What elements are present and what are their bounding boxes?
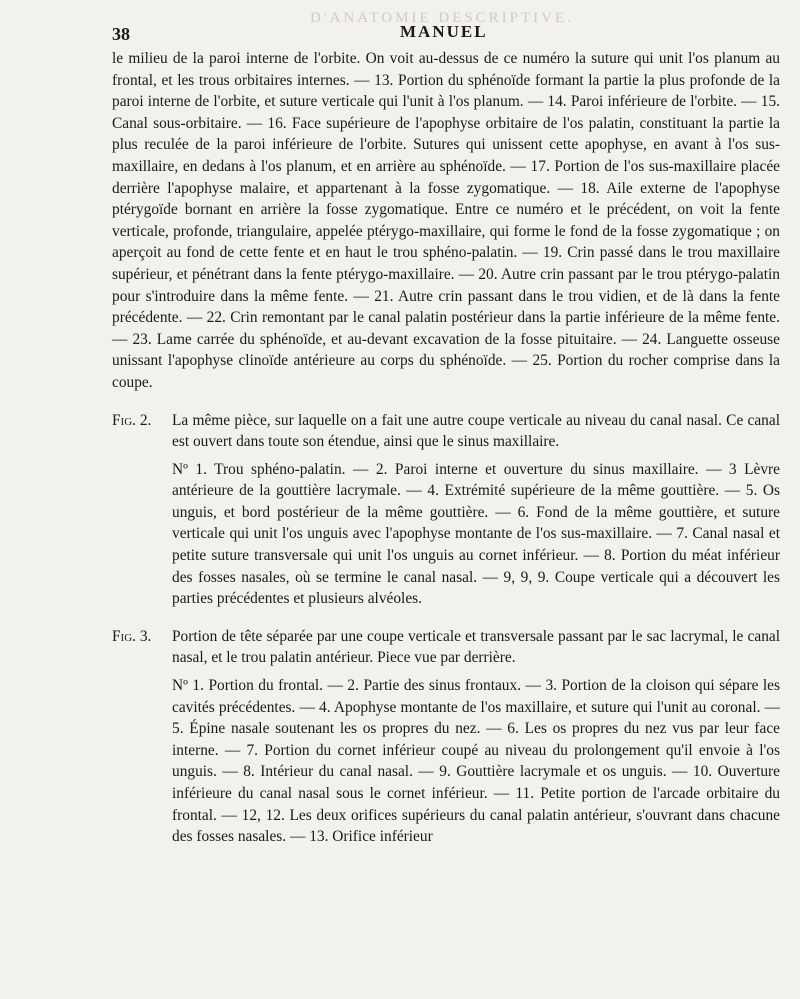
bleed-through-text: D'ANATOMIE DESCRIPTIVE. (310, 10, 574, 26)
figure-caption: Portion de tête séparée par une coupe verticale et transversale passant par le sac lacrymal, le canal nasal, et le trou palatin antérieur. Piece vue par derrière. (172, 627, 780, 667)
running-title: MANUEL (400, 22, 488, 41)
page-number: 38 (112, 24, 130, 44)
page-body (112, 48, 780, 848)
continued-legend-paragraph: le milieu de la paroi interne de l'orbite. On voit au-dessus de ce numéro la suture qui unit l'os planum au frontal, et les trous orbitaires internes. — 13. Portion du sphénoïde formant la partie la plus profonde de la paroi interne de l'orbite, et suture verticale qui l'unit à l'os planum. — 14. Paroi inférieure de l'orbite. — 15. Canal sous-orbitaire. — 16. Face supérieure de l'apophyse orbitaire de l'os palatin, constituant la partie la plus reculée de la paroi inférieure de l'orbite. Sutures qui unissent cette apophyse, en avant à l'os sus-maxillaire, en dedans à l'os planum, et en arrière au sphénoïde. — 17. Portion de l'os sus-maxillaire placée derrière l'apophyse malaire, et appartenant à la fosse zygomatique. — 18. Aile externe de l'apophyse ptérygoïde bornant en arrière la fosse zygomatique. Entre ce numéro et le précédent, on voit la fente verticale, profonde, triangulaire, appelée ptérygo-maxillaire, qui forme le fond de la fosse zygomatique ; on aperçoit au fond de cette fente et en haut le trou sphéno-palatin. — 19. Crin passé dans le trou maxillaire supérieur, et pénétrant dans la fente ptérygo-maxillaire. — 20. Autre crin passant par le trou ptérygo-palatin pour s'introduire dans la même fente. — 21. Autre crin passant dans le trou vidien, et de là dans la fente précédente. — 22. Crin remontant par le canal palatin postérieur dans la partie inférieure de la même fente. — 23. Lame carrée du sphénoïde, et au-devant excavation de la fosse pituitaire. — 24. Languette osseuse unissant l'apophyse clinoïde antérieure au corps du sphénoïde. — 25. Portion du rocher comprise dans la coupe. (112, 50, 780, 391)
figure-2-entry (112, 410, 780, 610)
figure-legend: Nº 1. Portion du frontal. — 2. Partie des sinus frontaux. — 3. Portion de la cloison qui sépare les cavités précédentes. — 4. Apophyse montante de l'os maxillaire, et suture qui l'unit au coronal. — 5. Épine nasale soutenant les os propres du nez. — 6. Les os propres du nez vus par leur face interne. — 7. Portion du cornet inférieur coupé au niveau du prolongement qu'il envoie à l'os unguis. — 8. Intérieur du canal nasal. — 9. Gouttière lacrymale et os unguis. — 10. Ouverture inférieure du canal nasal sous le cornet inférieur. — 11. Petite portion de l'arcade orbitaire du frontal. — 12, 12. Les deux orifices supérieurs du canal palatin antérieur, s'ouvrant dans chacune des fosses nasales. — 13. Orifice inférieur (172, 677, 780, 846)
figure-3-entry (112, 626, 780, 848)
figure-label: Fig. 2. (112, 411, 152, 429)
figure-caption: La même pièce, sur laquelle on a fait une autre coupe verticale au niveau du canal nasal. Ce canal est ouvert dans toute son étendue, ainsi que le sinus maxillaire. (172, 411, 780, 451)
figure-label: Fig. 3. (112, 627, 152, 645)
figure-legend: Nº 1. Trou sphéno-palatin. — 2. Paroi interne et ouverture du sinus maxillaire. — 3 Lèvre antérieure de la gouttière lacrymale. — 4. Extrémité supérieure de la même gouttière. — 5. Os unguis, et bord postérieur de la même gouttière. — 6. Fond de la même gouttière, et suture verticale qui unit l'os unguis avec l'apophyse montante de l'os sus-maxillaire. — 7. Canal nasal et petite suture transversale qui unit l'os unguis au cornet inférieur. — 8. Portion du méat inférieur des fosses nasales, où se termine le canal nasal. — 9, 9, 9. Coupe verticale qui a découvert les parties précédentes et plusieurs alvéoles. (172, 460, 780, 608)
